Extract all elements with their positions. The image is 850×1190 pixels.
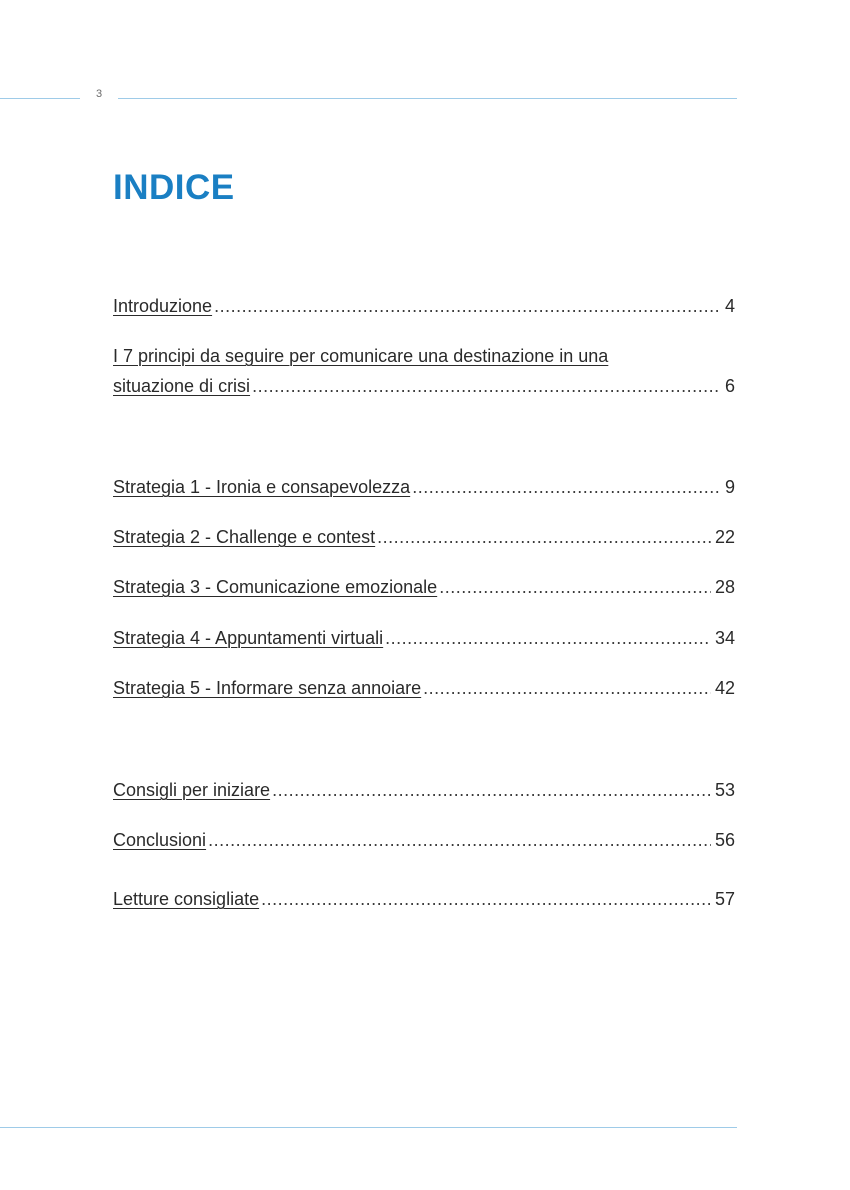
toc-entry-principi[interactable] — [113, 341, 735, 401]
toc-leader-dots — [412, 472, 721, 502]
toc-entry-strategia-5[interactable] — [113, 673, 735, 703]
toc-entry-letture[interactable] — [113, 884, 735, 914]
toc-label: Strategia 5 - Informare senza annoiare — [113, 678, 422, 698]
toc-leader-dots — [272, 775, 711, 805]
toc-leader-dots — [214, 291, 721, 321]
toc-leader-dots — [261, 884, 711, 914]
toc-entry-consigli[interactable] — [113, 775, 735, 805]
page-title: INDICE — [113, 168, 235, 207]
toc-label: Strategia 4 - Appuntamenti virtuali — [113, 628, 384, 648]
toc-leader-dots — [423, 673, 711, 703]
toc-leader-dots — [252, 371, 721, 401]
toc-page-number: 57 — [714, 889, 735, 909]
toc-entry-conclusioni[interactable] — [113, 825, 735, 855]
toc-page-number: 42 — [714, 678, 735, 698]
toc-label-line2: situazione di crisi — [113, 376, 251, 396]
header-rule-left — [0, 98, 80, 99]
toc-page-number: 22 — [714, 527, 735, 547]
toc-leader-dots — [377, 522, 711, 552]
toc-label: Strategia 2 - Challenge e contest — [113, 527, 376, 547]
toc-label: Consigli per iniziare — [113, 780, 271, 800]
toc-entry-strategia-3[interactable] — [113, 572, 735, 602]
toc-page-number: 4 — [724, 296, 735, 316]
header-rule-right — [118, 98, 737, 99]
toc-leader-dots — [208, 825, 711, 855]
page-number: 3 — [95, 88, 103, 100]
toc-label: Strategia 3 - Comunicazione emozionale — [113, 577, 438, 597]
toc-leader-dots — [385, 623, 711, 653]
toc-page-number: 34 — [714, 628, 735, 648]
toc-label: Strategia 1 - Ironia e consapevolezza — [113, 477, 411, 497]
toc-leader-dots — [439, 572, 711, 602]
toc-entry-strategia-1[interactable] — [113, 472, 735, 502]
toc-label: Letture consigliate — [113, 889, 260, 909]
toc-label-line1: I 7 principi da seguire per comunicare una destinazione in una — [113, 346, 609, 366]
toc-label: Introduzione — [113, 296, 213, 316]
toc-entry-strategia-4[interactable] — [113, 623, 735, 653]
toc-page-number: 9 — [724, 477, 735, 497]
toc-page-number: 53 — [714, 780, 735, 800]
toc-label: Conclusioni — [113, 830, 207, 850]
toc-page-number: 56 — [714, 830, 735, 850]
toc-page-number: 28 — [714, 577, 735, 597]
footer-rule — [0, 1127, 737, 1128]
toc-page-number: 6 — [724, 376, 735, 396]
toc-entry-strategia-2[interactable] — [113, 522, 735, 552]
toc-entry-introduzione[interactable] — [113, 291, 735, 321]
